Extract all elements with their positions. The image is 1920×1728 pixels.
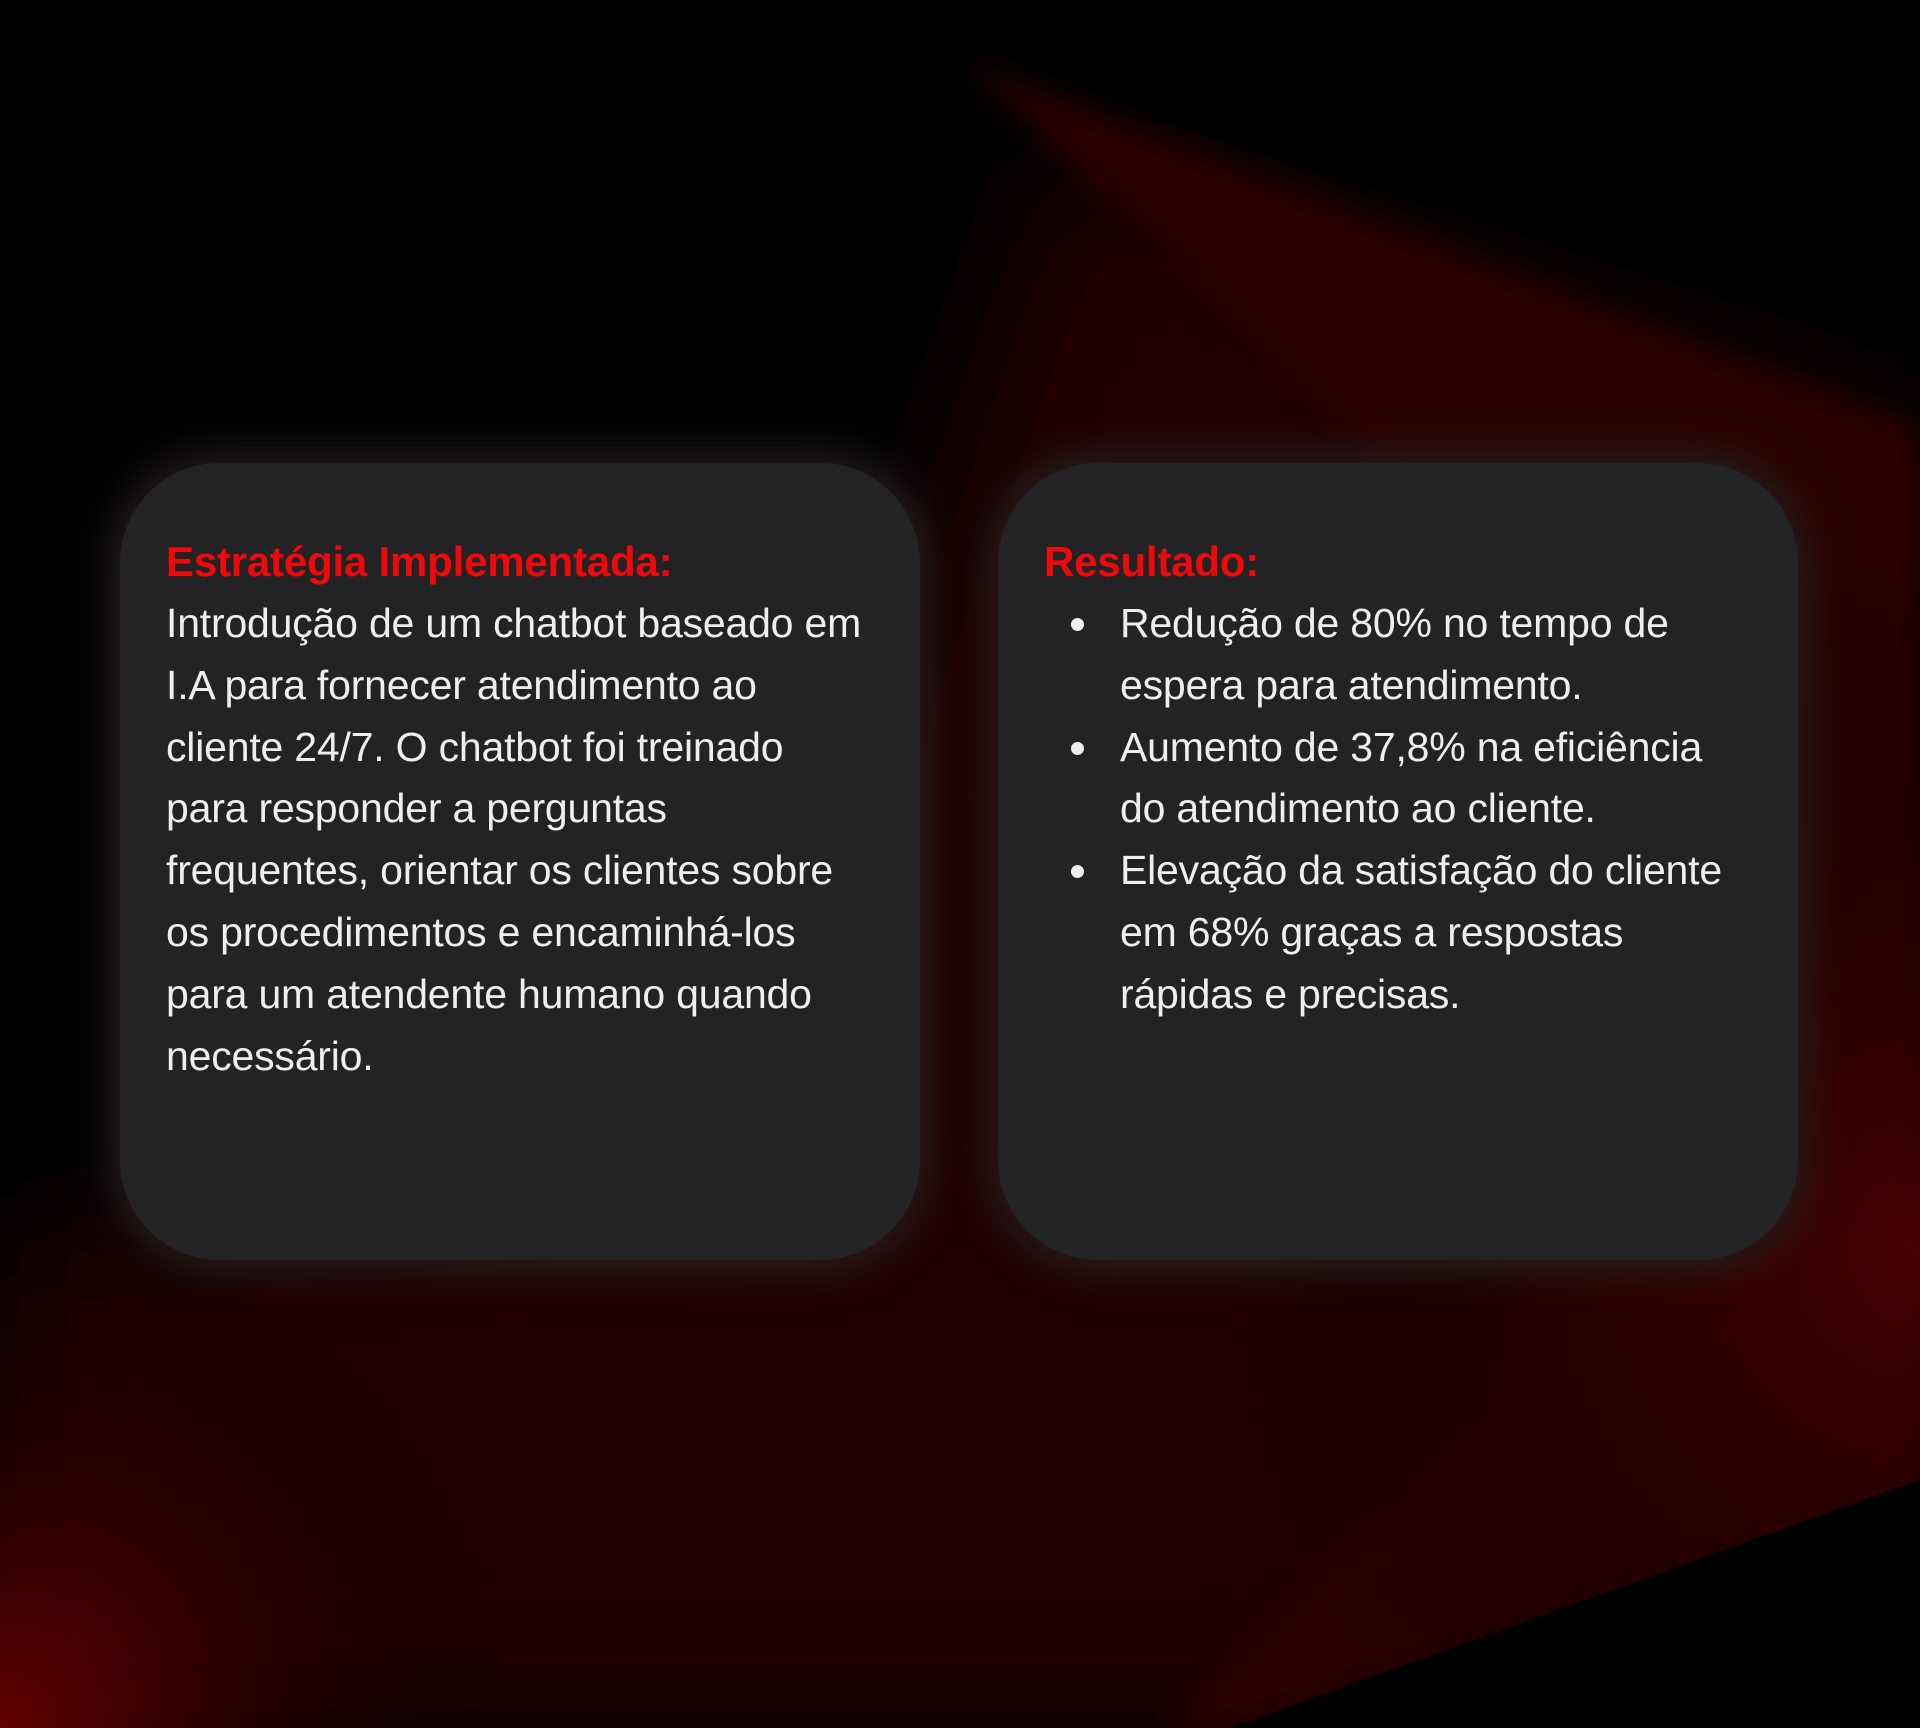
result-list bbox=[1044, 593, 1753, 1026]
strategy-description: Introdução de um chatbot baseado em I.A para fornecer atendimento ao cliente 24/7. O chatbot foi treinado para responder a perguntas frequentes, orientar os clientes sobre os procedimentos e encaminhá-los para um atendente humano quando necessário. bbox=[166, 600, 862, 1079]
result-item-text: Aumento de 37,8% na eficiência do atendimento ao cliente. bbox=[1120, 723, 1703, 832]
strategy-heading: Estratégia Implementada: bbox=[166, 538, 673, 585]
result-item-text: Redução de 80% no tempo de espera para atendimento. bbox=[1120, 600, 1669, 708]
result-item bbox=[1044, 593, 1753, 717]
bullet-dot-icon bbox=[1071, 742, 1084, 755]
result-item bbox=[1044, 717, 1753, 841]
result-item-text: Elevação da satisfação do cliente em 68% graças a respostas rápidas e precisas. bbox=[1120, 847, 1722, 1017]
strategy-card bbox=[120, 463, 920, 1260]
result-heading: Resultado: bbox=[1044, 538, 1260, 585]
result-card bbox=[998, 463, 1798, 1260]
bullet-dot-icon bbox=[1071, 865, 1084, 878]
result-item bbox=[1044, 840, 1753, 1025]
bullet-dot-icon bbox=[1071, 618, 1084, 631]
